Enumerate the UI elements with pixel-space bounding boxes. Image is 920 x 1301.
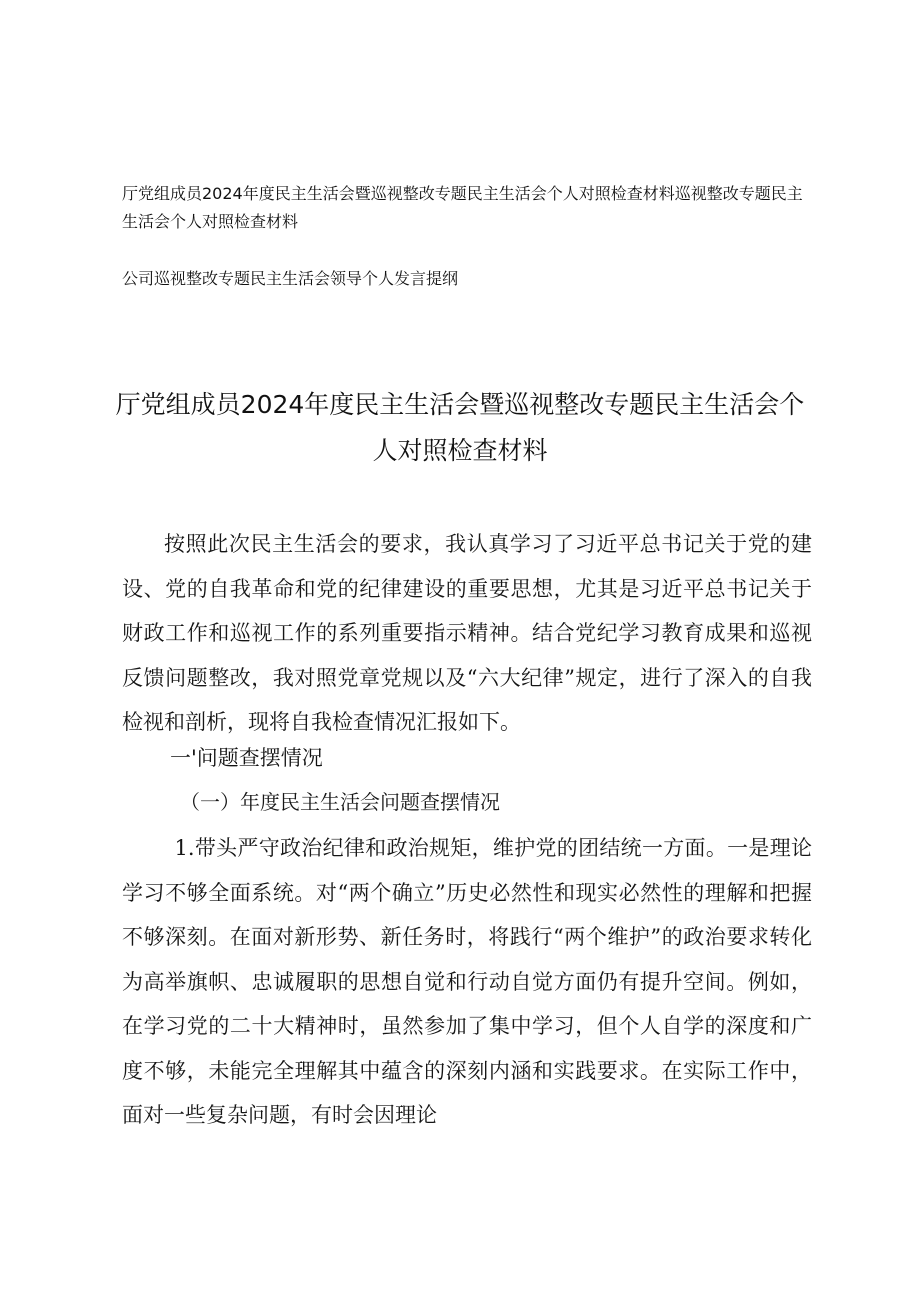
item1-paragraph: 1.带头严守政治纪律和政治规矩，维护党的团结统一方面。一是理论学习不够全面系统。对“两个确立”历史必然性和现实必然性的理解和把握不够深刻。在面对新形势、新任务时，将践行“两个维护”的政治要求转化为高举旗帜、忠诚履职的思想自觉和行动自觉方面仍有提升空间。例如，在学习党的二十大精神时，虽然参加了集中学习，但个人自学的深度和广度不够，未能完全理解其中蕴含的深刻内涵和实践要求。在实际工作中，面对一些复杂问题，有时会因理论: [122, 836, 812, 1127]
toc-item-2: 公司巡视整改专题民主生活会领导个人发言提纲: [122, 269, 459, 288]
document-title: 厅党组成员2024年度民主生活会暨巡视整改专题民主生活会个人对照检查材料: [115, 390, 805, 465]
section-heading: 一'问题查摆情况: [170, 746, 323, 770]
subsection-heading: （一）年度民主生活会问题查摆情况: [180, 790, 500, 814]
toc-item-1: 厅党组成员2024年度民主生活会暨巡视整改专题民主生活会个人对照检查材料巡视整改专题民主生活会个人对照检查材料: [122, 184, 803, 231]
intro-paragraph: 按照此次民主生活会的要求，我认真学习了习近平总书记关于党的建设、党的自我革命和党的纪律建设的重要思想，尤其是习近平总书记关于财政工作和巡视工作的系列重要指示精神。结合党纪学习教育成果和巡视反馈问题整改，我对照党章党规以及“六大纪律”规定，进行了深入的自我检视和剖析，现将自我检查情况汇报如下。: [122, 532, 812, 734]
